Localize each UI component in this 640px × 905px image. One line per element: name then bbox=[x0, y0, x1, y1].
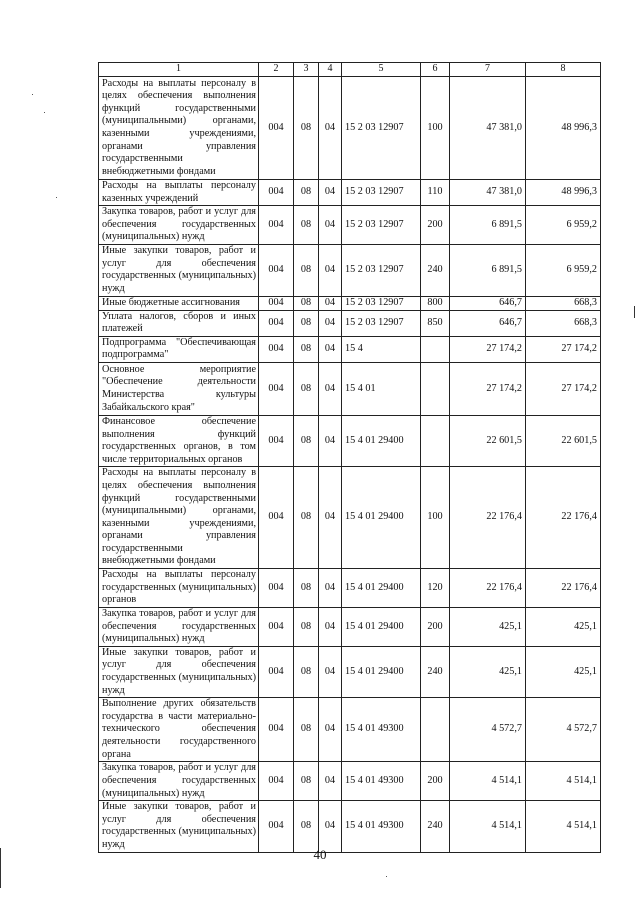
cell-target-article: 15 2 03 12907 bbox=[342, 77, 421, 180]
scan-speck bbox=[386, 876, 387, 877]
cell-subsection: 04 bbox=[319, 336, 342, 362]
cell-subsection: 04 bbox=[319, 180, 342, 206]
cell-ministry-code: 004 bbox=[259, 415, 294, 466]
row-name: Закупка товаров, работ и услуг для обеспечения государственных (муниципальных) нужд bbox=[99, 607, 259, 646]
table-row bbox=[99, 698, 601, 762]
cell-subsection: 04 bbox=[319, 762, 342, 801]
cell-subsection: 04 bbox=[319, 801, 342, 852]
table-header-row bbox=[99, 63, 601, 77]
row-name: Финансовое обеспечение выполнения функций государственных органов, в том числе территориальных органов bbox=[99, 415, 259, 466]
cell-ministry-code: 004 bbox=[259, 467, 294, 569]
cell-expense-type: 100 bbox=[421, 77, 450, 180]
row-name: Уплата налогов, сборов и иных платежей bbox=[99, 310, 259, 336]
cell-expense-type bbox=[421, 336, 450, 362]
cell-expense-type: 200 bbox=[421, 607, 450, 646]
table-row bbox=[99, 801, 601, 852]
cell-section: 08 bbox=[294, 646, 319, 697]
header-cell: 6 bbox=[421, 63, 450, 77]
cell-ministry-code: 004 bbox=[259, 77, 294, 180]
cell-target-article: 15 4 01 49300 bbox=[342, 698, 421, 762]
cell-amount-1: 22 176,4 bbox=[450, 569, 526, 608]
cell-amount-2: 668,3 bbox=[526, 310, 601, 336]
cell-amount-1: 27 174,2 bbox=[450, 362, 526, 415]
header-cell: 2 bbox=[259, 63, 294, 77]
cell-section: 08 bbox=[294, 296, 319, 310]
cell-ministry-code: 004 bbox=[259, 180, 294, 206]
scan-speck bbox=[44, 112, 45, 113]
cell-expense-type: 100 bbox=[421, 467, 450, 569]
scan-edge-mark bbox=[634, 306, 635, 318]
cell-expense-type: 110 bbox=[421, 180, 450, 206]
table-row bbox=[99, 310, 601, 336]
cell-subsection: 04 bbox=[319, 646, 342, 697]
cell-ministry-code: 004 bbox=[259, 336, 294, 362]
row-name: Подпрограмма "Обеспечивающая подпрограмма" bbox=[99, 336, 259, 362]
cell-target-article: 15 4 01 29400 bbox=[342, 646, 421, 697]
cell-amount-2: 6 959,2 bbox=[526, 245, 601, 296]
cell-subsection: 04 bbox=[319, 607, 342, 646]
cell-subsection: 04 bbox=[319, 415, 342, 466]
header-cell: 3 bbox=[294, 63, 319, 77]
header-cell: 7 bbox=[450, 63, 526, 77]
cell-amount-1: 4 514,1 bbox=[450, 762, 526, 801]
cell-section: 08 bbox=[294, 206, 319, 245]
row-name: Выполнение других обязательств государства в части материально-технического обеспечения деятельности государственного органа bbox=[99, 698, 259, 762]
cell-section: 08 bbox=[294, 467, 319, 569]
row-name: Иные бюджетные ассигнования bbox=[99, 296, 259, 310]
table-row bbox=[99, 762, 601, 801]
cell-section: 08 bbox=[294, 569, 319, 608]
cell-amount-1: 22 176,4 bbox=[450, 467, 526, 569]
cell-ministry-code: 004 bbox=[259, 698, 294, 762]
cell-amount-2: 22 601,5 bbox=[526, 415, 601, 466]
cell-section: 08 bbox=[294, 180, 319, 206]
row-name: Расходы на выплаты персоналу государственных (муниципальных) органов bbox=[99, 569, 259, 608]
cell-expense-type: 240 bbox=[421, 646, 450, 697]
cell-expense-type: 800 bbox=[421, 296, 450, 310]
cell-ministry-code: 004 bbox=[259, 206, 294, 245]
cell-ministry-code: 004 bbox=[259, 646, 294, 697]
cell-amount-1: 22 601,5 bbox=[450, 415, 526, 466]
cell-amount-2: 27 174,2 bbox=[526, 362, 601, 415]
cell-target-article: 15 4 01 29400 bbox=[342, 467, 421, 569]
cell-amount-1: 425,1 bbox=[450, 607, 526, 646]
cell-subsection: 04 bbox=[319, 467, 342, 569]
scan-edge-mark bbox=[0, 848, 1, 888]
cell-amount-1: 27 174,2 bbox=[450, 336, 526, 362]
row-name: Иные закупки товаров, работ и услуг для обеспечения государственных (муниципальных) нужд bbox=[99, 801, 259, 852]
cell-subsection: 04 bbox=[319, 206, 342, 245]
cell-amount-1: 425,1 bbox=[450, 646, 526, 697]
row-name: Расходы на выплаты персоналу казенных учреждений bbox=[99, 180, 259, 206]
cell-amount-2: 48 996,3 bbox=[526, 77, 601, 180]
cell-target-article: 15 2 03 12907 bbox=[342, 296, 421, 310]
cell-amount-2: 4 514,1 bbox=[526, 762, 601, 801]
cell-amount-2: 668,3 bbox=[526, 296, 601, 310]
cell-subsection: 04 bbox=[319, 362, 342, 415]
cell-ministry-code: 004 bbox=[259, 801, 294, 852]
cell-expense-type bbox=[421, 415, 450, 466]
cell-section: 08 bbox=[294, 801, 319, 852]
cell-amount-1: 646,7 bbox=[450, 310, 526, 336]
header-cell: 1 bbox=[99, 63, 259, 77]
scan-speck bbox=[32, 94, 33, 95]
cell-amount-1: 6 891,5 bbox=[450, 245, 526, 296]
cell-expense-type: 120 bbox=[421, 569, 450, 608]
table-row bbox=[99, 245, 601, 296]
cell-section: 08 bbox=[294, 762, 319, 801]
cell-target-article: 15 2 03 12907 bbox=[342, 245, 421, 296]
cell-expense-type: 200 bbox=[421, 762, 450, 801]
cell-target-article: 15 2 03 12907 bbox=[342, 180, 421, 206]
cell-amount-2: 22 176,4 bbox=[526, 569, 601, 608]
cell-section: 08 bbox=[294, 310, 319, 336]
cell-expense-type: 240 bbox=[421, 245, 450, 296]
table-row bbox=[99, 467, 601, 569]
table-row bbox=[99, 77, 601, 180]
cell-amount-1: 47 381,0 bbox=[450, 77, 526, 180]
cell-ministry-code: 004 bbox=[259, 245, 294, 296]
row-name: Закупка товаров, работ и услуг для обеспечения государственных (муниципальных) нужд bbox=[99, 762, 259, 801]
cell-subsection: 04 bbox=[319, 569, 342, 608]
cell-amount-1: 4 572,7 bbox=[450, 698, 526, 762]
cell-amount-2: 425,1 bbox=[526, 607, 601, 646]
cell-expense-type: 240 bbox=[421, 801, 450, 852]
cell-subsection: 04 bbox=[319, 77, 342, 180]
budget-table bbox=[98, 62, 601, 853]
cell-subsection: 04 bbox=[319, 245, 342, 296]
cell-expense-type: 850 bbox=[421, 310, 450, 336]
header-cell: 5 bbox=[342, 63, 421, 77]
cell-section: 08 bbox=[294, 336, 319, 362]
header-cell: 8 bbox=[526, 63, 601, 77]
cell-ministry-code: 004 bbox=[259, 607, 294, 646]
table-row bbox=[99, 362, 601, 415]
cell-ministry-code: 004 bbox=[259, 310, 294, 336]
cell-target-article: 15 4 01 49300 bbox=[342, 801, 421, 852]
cell-amount-2: 4 514,1 bbox=[526, 801, 601, 852]
cell-expense-type: 200 bbox=[421, 206, 450, 245]
cell-expense-type bbox=[421, 362, 450, 415]
cell-subsection: 04 bbox=[319, 698, 342, 762]
page-number: 40 bbox=[313, 847, 327, 862]
cell-ministry-code: 004 bbox=[259, 569, 294, 608]
cell-subsection: 04 bbox=[319, 296, 342, 310]
table-row bbox=[99, 206, 601, 245]
table-row bbox=[99, 569, 601, 608]
cell-section: 08 bbox=[294, 245, 319, 296]
cell-amount-2: 6 959,2 bbox=[526, 206, 601, 245]
cell-section: 08 bbox=[294, 698, 319, 762]
table-row bbox=[99, 646, 601, 697]
cell-subsection: 04 bbox=[319, 310, 342, 336]
cell-amount-1: 6 891,5 bbox=[450, 206, 526, 245]
cell-target-article: 15 4 01 29400 bbox=[342, 415, 421, 466]
cell-amount-2: 27 174,2 bbox=[526, 336, 601, 362]
cell-target-article: 15 4 01 29400 bbox=[342, 607, 421, 646]
cell-section: 08 bbox=[294, 607, 319, 646]
cell-amount-1: 4 514,1 bbox=[450, 801, 526, 852]
table-row bbox=[99, 336, 601, 362]
cell-target-article: 15 2 03 12907 bbox=[342, 206, 421, 245]
row-name: Иные закупки товаров, работ и услуг для обеспечения государственных (муниципальных) нужд bbox=[99, 646, 259, 697]
scan-speck bbox=[56, 197, 57, 198]
cell-expense-type bbox=[421, 698, 450, 762]
table-row bbox=[99, 180, 601, 206]
row-name: Расходы на выплаты персоналу в целях обеспечения выполнения функций государственными (муниципальными) органами, казенными учреждениями, органами управления государственными внебюджетными фондами bbox=[99, 77, 259, 180]
row-name: Закупка товаров, работ и услуг для обеспечения государственных (муниципальных) нужд bbox=[99, 206, 259, 245]
cell-amount-1: 47 381,0 bbox=[450, 180, 526, 206]
table-row bbox=[99, 607, 601, 646]
cell-ministry-code: 004 bbox=[259, 362, 294, 415]
header-cell: 4 bbox=[319, 63, 342, 77]
table-row bbox=[99, 296, 601, 310]
cell-ministry-code: 004 bbox=[259, 296, 294, 310]
cell-target-article: 15 4 01 29400 bbox=[342, 569, 421, 608]
cell-target-article: 15 4 01 49300 bbox=[342, 762, 421, 801]
cell-section: 08 bbox=[294, 415, 319, 466]
table-row bbox=[99, 415, 601, 466]
row-name: Расходы на выплаты персоналу в целях обеспечения выполнения функций государственными (муниципальными) органами, казенными учреждениями, органами управления государственными внебюджетными фондами bbox=[99, 467, 259, 569]
cell-section: 08 bbox=[294, 77, 319, 180]
cell-amount-2: 4 572,7 bbox=[526, 698, 601, 762]
cell-target-article: 15 4 01 bbox=[342, 362, 421, 415]
cell-amount-1: 646,7 bbox=[450, 296, 526, 310]
cell-section: 08 bbox=[294, 362, 319, 415]
cell-amount-2: 48 996,3 bbox=[526, 180, 601, 206]
cell-amount-2: 425,1 bbox=[526, 646, 601, 697]
cell-target-article: 15 2 03 12907 bbox=[342, 310, 421, 336]
row-name: Иные закупки товаров, работ и услуг для обеспечения государственных (муниципальных) нужд bbox=[99, 245, 259, 296]
cell-amount-2: 22 176,4 bbox=[526, 467, 601, 569]
row-name: Основное мероприятие "Обеспечение деятельности Министерства культуры Забайкальского края" bbox=[99, 362, 259, 415]
cell-target-article: 15 4 bbox=[342, 336, 421, 362]
cell-ministry-code: 004 bbox=[259, 762, 294, 801]
